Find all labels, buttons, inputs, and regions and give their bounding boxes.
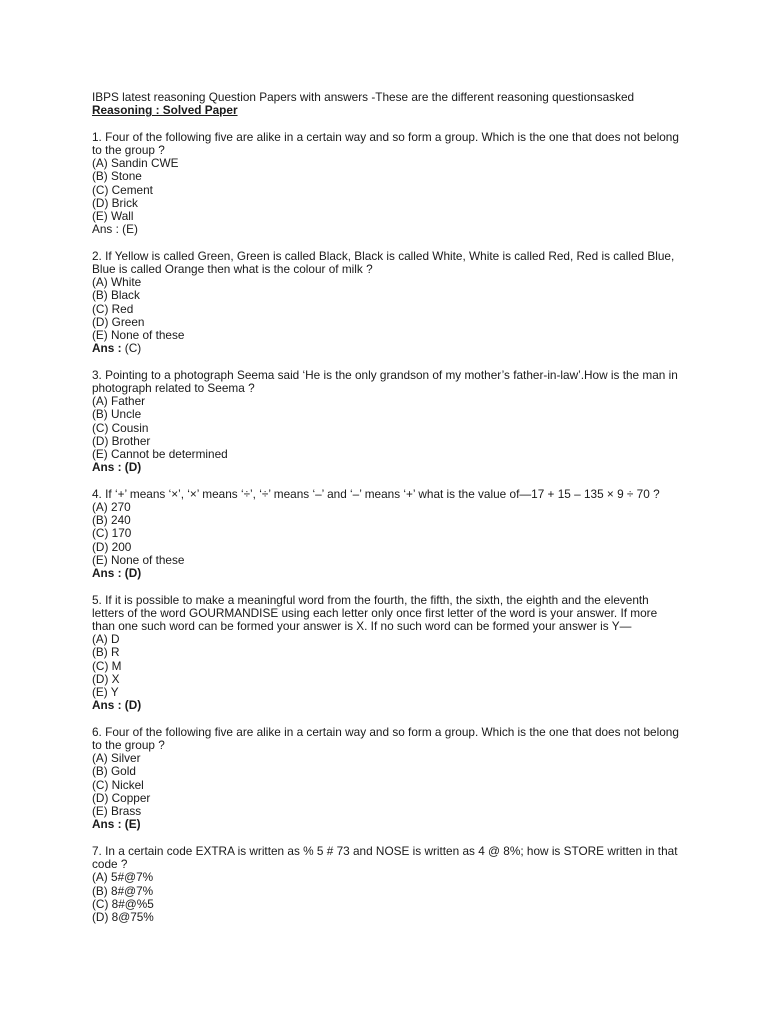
answer-label: Ans : <box>92 566 122 581</box>
option: (B) Uncle <box>92 407 142 422</box>
answer-label: Ans : <box>92 817 122 832</box>
option: (A) D <box>92 632 120 647</box>
option: (C) Cement <box>92 182 153 197</box>
option: (A) Silver <box>92 751 141 766</box>
option: (A) White <box>92 275 142 290</box>
intro-text: IBPS latest reasoning Question Papers with answers -These are the different reasoning questionsasked <box>92 90 635 104</box>
option: (D) Brick <box>92 195 138 210</box>
answer-value: (D) <box>121 566 142 581</box>
document-page <box>92 91 682 924</box>
option: (C) Red <box>92 301 134 316</box>
option: (B) Black <box>92 288 140 303</box>
option: (B) Stone <box>92 169 142 184</box>
question-2 <box>92 250 682 356</box>
option: (D) X <box>92 671 120 686</box>
question-text: 3. Pointing to a photograph Seema said ‘He is the only grandson of my mother’s father-in-law’.How is the man in photograph related to Seema ? <box>92 367 678 396</box>
question-7 <box>92 845 682 924</box>
answer <box>92 699 682 712</box>
option: (B) 8#@7% <box>92 883 154 898</box>
option: (D) 8@75% <box>92 909 154 924</box>
answer-value: (E) <box>118 222 138 237</box>
answer <box>92 223 682 236</box>
question-text: 5. If it is possible to make a meaningful word from the fourth, the fifth, the sixth, the eighth and the eleventh letters of the word GOURMANDISE using each letter only once first letter of the word is your answer. If more than one such word can be formed your answer is X. If no such word can be formed your answer is Y— <box>92 592 658 634</box>
option: (D) Brother <box>92 433 151 448</box>
answer <box>92 342 682 355</box>
option: (A) 270 <box>92 500 131 515</box>
option: (E) Y <box>92 685 119 700</box>
option: (C) Nickel <box>92 777 144 792</box>
answer-value: (C) <box>121 341 142 356</box>
question-4 <box>92 488 682 580</box>
header <box>92 91 682 117</box>
answer-value: (D) <box>121 698 142 713</box>
question-3 <box>92 369 682 475</box>
question-text: 4. If ‘+’ means ‘×’, ‘×’ means ‘÷’, ‘÷’ means ‘–’ and ‘–’ means ‘+’ what is the value of—17 + 15 – 135 × 9 ÷ 70 ? <box>92 486 660 501</box>
question-text: 7. In a certain code EXTRA is written as % 5 # 73 and NOSE is written as 4 @ 8%; how is STORE written in that code ? <box>92 843 678 872</box>
option: (D) 200 <box>92 539 132 554</box>
option: (E) None of these <box>92 552 185 567</box>
option: (D) Copper <box>92 790 151 805</box>
question-text: 1. Four of the following five are alike in a certain way and so form a group. Which is the one that does not belong to the group ? <box>92 129 679 157</box>
option: (B) Gold <box>92 764 136 779</box>
section-subtitle: Reasoning : Solved Paper <box>92 103 238 118</box>
question-6 <box>92 726 682 832</box>
option: (A) Sandin CWE <box>92 156 179 171</box>
answer <box>92 461 682 474</box>
option: (C) Cousin <box>92 420 149 435</box>
option: (A) 5#@7% <box>92 870 154 885</box>
question-5 <box>92 594 682 713</box>
option: (C) 170 <box>92 526 132 541</box>
answer-label: Ans : <box>92 698 122 713</box>
option: (A) Father <box>92 394 146 409</box>
answer-value: (D) <box>121 460 142 475</box>
option: (E) Cannot be determined <box>92 447 228 462</box>
answer <box>92 818 682 831</box>
option: (C) 8#@%5 <box>92 896 154 911</box>
option: (D) Green <box>92 314 145 329</box>
answer-label: Ans : <box>92 222 119 237</box>
option: (E) Brass <box>92 804 142 819</box>
answer <box>92 567 682 580</box>
answer-label: Ans : <box>92 460 122 475</box>
answer-value: (E) <box>121 817 141 832</box>
question-text: 2. If Yellow is called Green, Green is called Black, Black is called White, White is called Red, Red is called Blue, Blue is called Orange then what is the colour of milk ? <box>92 248 675 277</box>
question-1 <box>92 131 682 237</box>
option: (E) None of these <box>92 328 185 343</box>
option: (B) 240 <box>92 513 131 528</box>
question-text: 6. Four of the following five are alike in a certain way and so form a group. Which is the one that does not belong to the group ? <box>92 724 679 753</box>
option: (C) M <box>92 658 122 673</box>
option: (B) R <box>92 645 120 660</box>
answer-label: Ans : <box>92 341 122 356</box>
option: (E) Wall <box>92 209 134 224</box>
